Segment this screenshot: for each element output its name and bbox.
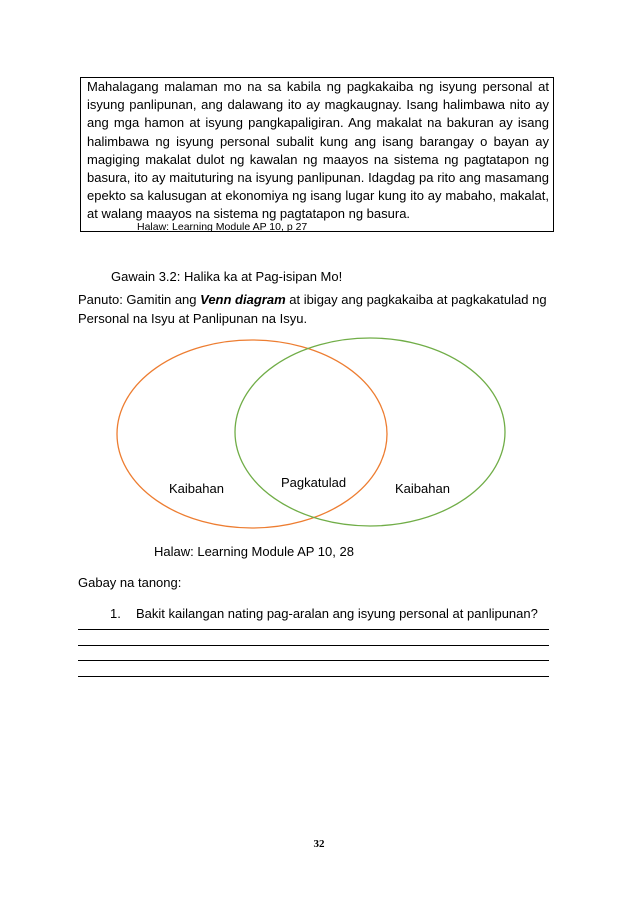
venn-left-circle — [117, 340, 387, 528]
venn-left-label: Kaibahan — [169, 481, 224, 496]
excerpt-source: Halaw: Learning Module AP 10, p 27 — [137, 221, 308, 233]
question-text: Bakit kailangan nating pag-aralan ang isyung personal at panlipunan? — [136, 606, 538, 621]
activity-title: Gawain 3.2: Halika ka at Pag-isipan Mo! — [111, 269, 343, 284]
venn-center-label: Pagkatulad — [281, 475, 347, 490]
question-number: 1. — [110, 606, 121, 621]
answer-line — [78, 629, 549, 630]
guide-question-1 — [110, 606, 538, 621]
instruction-prefix: Panuto: Gamitin ang — [78, 292, 201, 307]
answer-line — [78, 645, 549, 646]
instruction-emphasis: Venn diagram — [200, 292, 286, 307]
excerpt-paragraph: Mahalagang malaman mo na sa kabila ng pagkakaiba ng isyung personal at isyung panlipunan, ang dalawang ito ay magkaugnay. Isang halimbawa nito ay ang mga hamon at isyung pangkapaligiran. Ang makalat na bakuran ay isang halimbawa ng isyung personal subalit kung ang isang barangay o bayan ay magiging makalat dulot ng kawalan ng maayos na sistema ng pagtatapon ng basura, ito ay maituturing na isyung panlipunan. Idagdag pa rito ang masamang epekto sa kalusugan at ekonomiya ng isang lugar kung ito ay mabaho, makalat, at walang maayos na sistema ng pagtatapon ng basura. — [87, 79, 549, 222]
answer-line — [78, 660, 549, 661]
venn-source: Halaw: Learning Module AP 10, 28 — [154, 544, 354, 559]
venn-right-label: Kaibahan — [395, 481, 450, 496]
instruction-suffix: at ibigay ang pagkakaiba at pagkakatulad ng Personal na Isyu at Panlipunan na Isyu. — [78, 292, 547, 326]
answer-line — [78, 676, 549, 677]
guide-heading: Gabay na tanong: — [78, 575, 182, 590]
venn-right-circle — [235, 338, 505, 526]
page-number: 32 — [313, 838, 325, 850]
